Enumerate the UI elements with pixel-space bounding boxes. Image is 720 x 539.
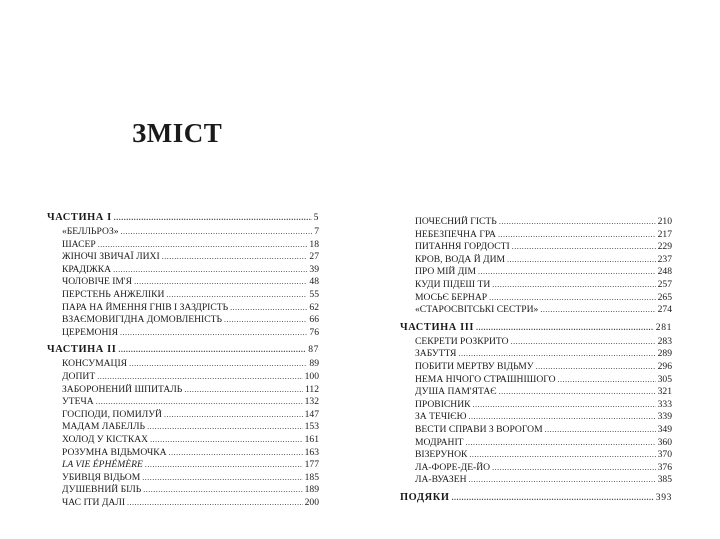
toc-leader-dots xyxy=(143,484,302,497)
toc-entry-page: 7 xyxy=(314,226,319,237)
toc-chapter-entry xyxy=(400,304,672,317)
toc-chapter-entry xyxy=(400,374,672,387)
toc-left-column xyxy=(47,209,319,509)
toc-entry-page: 189 xyxy=(304,484,319,496)
toc-chapter-entry xyxy=(47,276,319,289)
toc-chapter-entry xyxy=(400,437,672,450)
toc-chapter-entry xyxy=(47,314,319,327)
toc-leader-dots xyxy=(166,289,307,302)
toc-leader-dots xyxy=(150,434,303,447)
toc-entry-title: ЖІНОЧІ ЗВИЧАЇ ЛИХІ xyxy=(62,251,160,263)
toc-entry-title: НЕБЕЗПЕЧНА ГРА xyxy=(415,228,496,240)
toc-entry-title: ЗАБУТТЯ xyxy=(415,348,457,360)
toc-entry-page: 132 xyxy=(304,396,319,408)
toc-chapter-entry xyxy=(47,421,319,434)
toc-entry-title: МОСЬЄ БЕРНАР xyxy=(415,291,488,303)
toc-entry-title: ПОБИТИ МЕРТВУ ВІДЬМУ xyxy=(415,360,534,372)
toc-entry-title: ЛА-ВУАЗЕН xyxy=(415,474,467,486)
toc-entry-page: 339 xyxy=(657,411,672,423)
toc-entry-title: LA VIE ÉPHÉMÈRE xyxy=(62,459,143,471)
toc-entry-page: 283 xyxy=(657,335,672,347)
toc-part-entry xyxy=(400,319,672,336)
toc-entry-title: ПИТАННЯ ГОРДОСТІ xyxy=(415,241,510,253)
toc-leader-dots xyxy=(511,336,656,349)
toc-chapter-entry xyxy=(47,289,319,302)
toc-leader-dots xyxy=(118,341,306,358)
toc-chapter-entry xyxy=(47,472,319,485)
toc-entry-page: 385 xyxy=(657,474,672,486)
toc-entry-title: ПРО МІЙ ДІМ xyxy=(415,266,477,278)
toc-entry-title: ЗАБОРОНЕНИЙ ШПИТАЛЬ xyxy=(62,383,183,395)
page-title: ЗМІСТ xyxy=(132,118,223,148)
toc-entry-page: 5 xyxy=(313,212,319,223)
toc-chapter-entry xyxy=(400,254,672,267)
toc-leader-dots xyxy=(458,348,655,361)
toc-entry-title: КРАДІЖКА xyxy=(62,263,112,275)
toc-chapter-entry xyxy=(47,396,319,409)
toc-leader-dots xyxy=(492,462,656,475)
toc-entry-title: КУДИ ПІДЕШ ТИ xyxy=(415,278,491,290)
toc-chapter-entry xyxy=(400,279,672,292)
toc-entry-page: 281 xyxy=(655,321,672,333)
toc-leader-dots xyxy=(489,292,655,305)
toc-leader-dots xyxy=(512,241,656,254)
toc-chapter-entry xyxy=(47,302,319,315)
toc-entry-page: 163 xyxy=(304,446,319,458)
toc-chapter-entry xyxy=(400,386,672,399)
toc-entry-title: ЛА-ФОРЕ-ДЕ-ЙО xyxy=(415,461,491,473)
toc-entry-page: 76 xyxy=(309,326,319,338)
toc-entry-title: ЧАСТИНА І xyxy=(47,212,112,223)
toc-leader-dots xyxy=(466,437,656,450)
toc-leader-dots xyxy=(169,447,303,460)
toc-entry-page: 305 xyxy=(657,373,672,385)
toc-chapter-entry xyxy=(400,462,672,475)
toc-entry-title: ПЕРСТЕНЬ АНЖЕЛІКИ xyxy=(62,288,165,300)
toc-leader-dots xyxy=(558,374,656,387)
toc-leader-dots xyxy=(129,358,307,371)
toc-entry-title: СЕКРЕТИ РОЗКРИТО xyxy=(415,335,509,347)
toc-entry-title: НЕМА НІЧОГО СТРАШНІШОГО xyxy=(415,373,556,385)
toc-entry-title: ВЗАЄМОВИГІДНА ДОМОВЛЕНІСТЬ xyxy=(62,314,223,326)
toc-leader-dots xyxy=(147,421,303,434)
toc-leader-dots xyxy=(114,209,312,226)
toc-chapter-entry xyxy=(47,447,319,460)
toc-leader-dots xyxy=(499,386,656,399)
toc-entry-page: 89 xyxy=(309,358,319,370)
toc-leader-dots xyxy=(499,216,656,229)
toc-chapter-entry xyxy=(47,409,319,422)
toc-leader-dots xyxy=(507,254,656,267)
toc-chapter-entry xyxy=(47,484,319,497)
toc-entry-title: ЦЕРЕМОНІЯ xyxy=(62,326,118,338)
toc-entry-title: ЧАСТИНА ІІ xyxy=(47,344,117,356)
toc-chapter-entry xyxy=(400,399,672,412)
toc-entry-page: 296 xyxy=(657,360,672,372)
toc-entry-page: 237 xyxy=(657,253,672,265)
toc-chapter-entry xyxy=(400,474,672,487)
toc-leader-dots xyxy=(145,459,303,472)
toc-entry-title: КРОВ, ВОДА Й ДИМ xyxy=(415,253,506,265)
toc-entry-page: 177 xyxy=(304,459,319,471)
toc-part-entry xyxy=(47,209,319,226)
toc-entry-title: ЧОЛОВІЧЕ ІМ'Я xyxy=(62,276,133,288)
toc-chapter-entry xyxy=(400,336,672,349)
toc-leader-dots xyxy=(96,396,303,409)
toc-leader-dots xyxy=(121,226,313,239)
toc-chapter-entry xyxy=(400,292,672,305)
toc-chapter-entry xyxy=(400,229,672,242)
toc-entry-title: ШАСЕР xyxy=(62,238,96,250)
toc-chapter-entry xyxy=(47,226,319,239)
toc-chapter-entry xyxy=(400,361,672,374)
toc-leader-dots xyxy=(473,399,656,412)
toc-entry-page: 217 xyxy=(657,228,672,240)
toc-entry-page: 257 xyxy=(657,278,672,290)
toc-leader-dots xyxy=(142,472,302,485)
toc-entry-page: 147 xyxy=(304,408,319,420)
toc-chapter-entry xyxy=(47,434,319,447)
toc-entry-title: ЧАС ІТИ ДАЛІ xyxy=(62,496,126,508)
toc-chapter-entry xyxy=(47,264,319,277)
toc-entry-title: ПАРА НА ЙМЕННЯ ГНІВ І ЗАЗДРІСТЬ xyxy=(62,301,229,313)
toc-entry-page: 349 xyxy=(657,423,672,435)
toc-entry-page: 27 xyxy=(309,251,319,263)
toc-part-entry xyxy=(400,489,672,506)
toc-leader-dots xyxy=(230,302,307,315)
toc-entry-title: ДУША ПАМ'ЯТАЄ xyxy=(415,386,497,398)
toc-entry-title: ЧАСТИНА ІІІ xyxy=(400,321,475,333)
toc-chapter-entry xyxy=(47,497,319,510)
toc-leader-dots xyxy=(492,279,655,292)
toc-entry-title: ДОПИТ xyxy=(62,370,96,382)
toc-entry-title: ХОЛОД У КІСТКАХ xyxy=(62,433,149,445)
toc-leader-dots xyxy=(540,304,655,317)
toc-entry-title: ВІЗЕРУНОК xyxy=(415,449,468,461)
toc-leader-dots xyxy=(134,276,307,289)
toc-leader-dots xyxy=(98,239,308,252)
toc-leader-dots xyxy=(184,384,303,397)
toc-entry-title: ЗА ТЕЧІЄЮ xyxy=(415,411,467,423)
toc-entry-page: 370 xyxy=(657,449,672,461)
toc-entry-page: 18 xyxy=(309,238,319,250)
toc-leader-dots xyxy=(476,319,654,336)
toc-leader-dots xyxy=(545,424,656,437)
toc-entry-page: 62 xyxy=(309,301,319,313)
toc-entry-page: 185 xyxy=(304,471,319,483)
toc-entry-page: 229 xyxy=(657,241,672,253)
toc-leader-dots xyxy=(498,229,656,242)
toc-leader-dots xyxy=(164,409,303,422)
toc-chapter-entry xyxy=(47,251,319,264)
toc-entry-page: 321 xyxy=(657,386,672,398)
toc-chapter-entry xyxy=(400,241,672,254)
toc-chapter-entry xyxy=(400,424,672,437)
toc-entry-page: 153 xyxy=(304,421,319,433)
toc-entry-page: 161 xyxy=(304,433,319,445)
toc-entry-page: 39 xyxy=(309,263,319,275)
toc-entry-page: 112 xyxy=(304,383,319,395)
toc-chapter-entry xyxy=(400,348,672,361)
toc-entry-page: 360 xyxy=(657,436,672,448)
toc-entry-title: КОНСУМАЦІЯ xyxy=(62,358,128,370)
toc-entry-title: ГОСПОДИ, ПОМИЛУЙ xyxy=(62,408,162,420)
toc-entry-page: 248 xyxy=(657,266,672,278)
toc-leader-dots xyxy=(97,371,302,384)
toc-leader-dots xyxy=(536,361,656,374)
toc-entry-title: ПРОВІСНИК xyxy=(415,398,471,410)
toc-entry-page: 393 xyxy=(655,491,672,503)
toc-entry-title: МАДАМ ЛАБЕЛЛЬ xyxy=(62,421,146,433)
toc-entry-page: 289 xyxy=(657,348,672,360)
toc-entry-page: 333 xyxy=(657,398,672,410)
toc-chapter-entry xyxy=(400,216,672,229)
toc-entry-page: 376 xyxy=(657,461,672,473)
toc-part-entry xyxy=(47,341,319,358)
toc-right-column xyxy=(400,216,672,506)
toc-leader-dots xyxy=(469,449,655,462)
toc-entry-title: ПОЧЕСНИЙ ГІСТЬ xyxy=(415,216,497,227)
toc-entry-title: МОДРАНІТ xyxy=(415,436,464,448)
toc-chapter-entry xyxy=(47,384,319,397)
toc-entry-title: УТЕЧА xyxy=(62,396,94,408)
toc-entry-page: 48 xyxy=(309,276,319,288)
toc-entry-title: «СТАРОСВІТСЬКІ СЕСТРИ» xyxy=(415,304,539,316)
toc-chapter-entry xyxy=(47,459,319,472)
toc-entry-title: ПОДЯКИ xyxy=(400,491,450,503)
toc-leader-dots xyxy=(224,314,307,327)
toc-entry-title: РОЗУМНА ВІДЬМОЧКА xyxy=(62,446,167,458)
toc-chapter-entry xyxy=(400,266,672,279)
toc-chapter-entry xyxy=(47,371,319,384)
toc-leader-dots xyxy=(469,474,656,487)
toc-chapter-entry xyxy=(400,449,672,462)
toc-chapter-entry xyxy=(47,239,319,252)
toc-entry-title: «БЕЛЛЬРОЗ» xyxy=(62,226,119,237)
toc-entry-title: ДУШЕВНИЙ БІЛЬ xyxy=(62,484,142,496)
toc-leader-dots xyxy=(113,264,307,277)
toc-chapter-entry xyxy=(47,327,319,340)
toc-entry-page: 265 xyxy=(657,291,672,303)
toc-leader-dots xyxy=(162,251,308,264)
toc-entry-page: 87 xyxy=(308,344,319,356)
toc-entry-page: 100 xyxy=(304,370,319,382)
toc-leader-dots xyxy=(468,411,655,424)
toc-chapter-entry xyxy=(400,411,672,424)
toc-leader-dots xyxy=(127,497,303,510)
toc-chapter-entry xyxy=(47,358,319,371)
toc-leader-dots xyxy=(120,327,307,340)
toc-entry-page: 274 xyxy=(657,304,672,316)
toc-entry-title: УБИВЦЯ ВІДЬОМ xyxy=(62,471,141,483)
toc-entry-page: 55 xyxy=(309,288,319,300)
toc-leader-dots xyxy=(478,266,656,279)
toc-entry-title: ВЕСТИ СПРАВИ З ВОРОГОМ xyxy=(415,423,543,435)
toc-entry-page: 210 xyxy=(657,216,672,227)
toc-entry-page: 200 xyxy=(304,496,319,508)
toc-entry-page: 66 xyxy=(309,314,319,326)
toc-leader-dots xyxy=(452,489,654,506)
